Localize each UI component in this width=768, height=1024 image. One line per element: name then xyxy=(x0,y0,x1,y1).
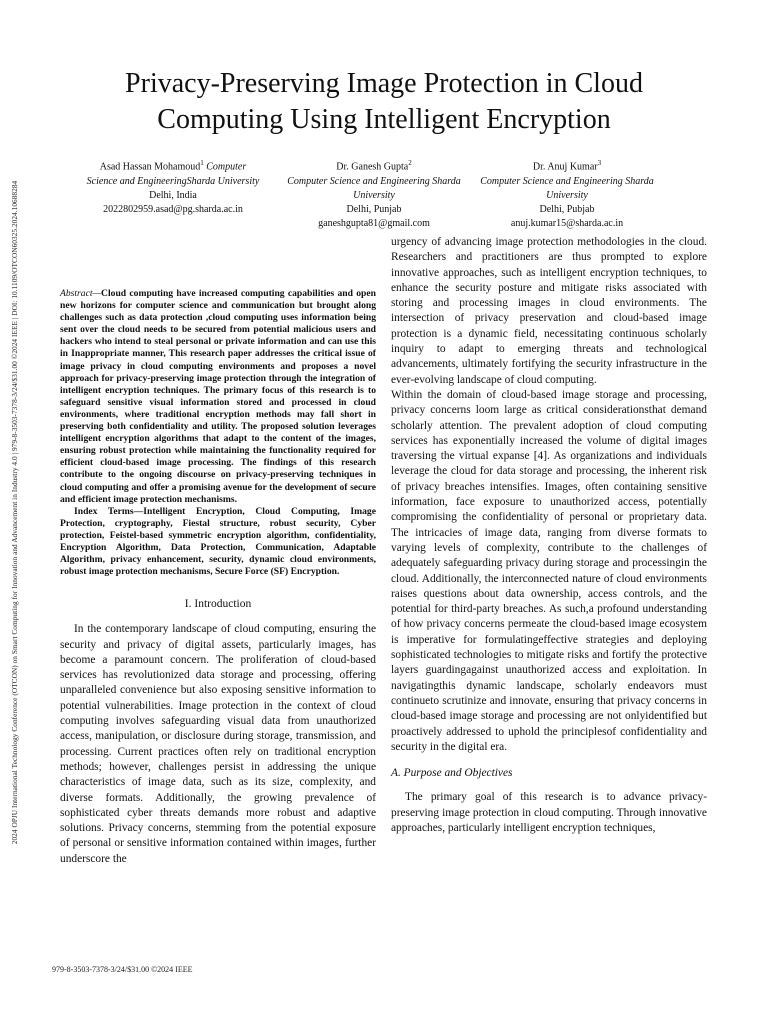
author-2-email: ganeshgupta81@gmail.com xyxy=(318,218,430,230)
abstract xyxy=(60,288,376,506)
intro-paragraph-1: In the contemporary landscape of cloud computing, ensuring the security and privacy of digital assets, particularly images, has become a paramount concern. The proliferation of cloud-based services has revolutionized data storage and processing, offering unparalleled convenience but also exposing sensitive information to potential vulnerabilities. Image protection in the context of cloud computing involves safeguarding visual data from unauthorized access, manipulation, or disclosure during storage, transmission, and processing. Current practices often rely on traditional encryption methods; however, challenges persist in addressing the unique characteristics of image data, such as its size, complexity, and diverse formats. Additionally, the growing prevalence of sophisticated cyber threats demands more robust and adaptive solutions. Privacy concerns, stemming from the potential exposure of personal or sensitive information contained within images, further underscore the xyxy=(60,623,376,865)
author-3-name: Dr. Anuj Kumar xyxy=(532,161,598,173)
author-block-2 xyxy=(279,156,469,231)
intro-paragraph-1-continued: urgency of advancing image protection methodologies in the cloud. Researchers and practitioners are thus prompted to explore innovative approaches, such as intelligent encryption techniques, to enhance the security posture and mitigate risks associated with storing and processing images in cloud environments. The intersection of privacy preservation and cloud-based image protection is a dynamic field, necessitating continuous scholarly inquiry to adapt to emerging threats and technological advancements, ultimately fortifying the security infrastructure in the ever-evolving landscape of cloud computing. xyxy=(391,236,707,386)
doi-sidebar xyxy=(3,42,27,982)
right-column xyxy=(391,235,707,836)
section-heading-introduction: I. Introduction xyxy=(184,598,252,611)
author-1-affiliation-inline: Computer xyxy=(203,161,247,173)
author-2-sup: 2 xyxy=(408,159,412,167)
purpose-paragraph: The primary goal of this research is to advance privacy-preserving image protection in cloud computing. Through innovative approaches, particularly intelligent encryption techniques, xyxy=(391,791,707,834)
abstract-lead: Abstract— xyxy=(60,288,102,299)
author-1-sup: 1 xyxy=(200,159,204,167)
author-3-affiliation: Computer Science and Engineering Sharda University xyxy=(480,175,654,201)
abstract-text: Cloud computing have increased computing capabilities and open new horizons for computer science and communication but brought along challenges such as data protection ,cloud computing uses information being sent over the cloud needs to be secured from potential malicious users and hackers who intend to steal personal or private information and can use this in Inappropriate manner, This research paper addresses the critical issue of image privacy in cloud computing environments and proposes a novel approach for privacy-preserving image protection through the integration of intelligent encryption techniques. The primary focus of this research is to safeguard sensitive visual information stored and processed in cloud environments, where traditional encryption methods may fall short in preserving both confidentiality and utility. The proposed solution leverages intelligent encryption algorithms that adapt to the content of the images, ensuring robust protection while maintaining the functionality required for efficient cloud-based image processing. The findings of this research contribute to the ongoing discourse on privacy-preserving techniques in cloud computing and offer a promising avenue for the development of secure and efficient image protection mechanisms. xyxy=(60,288,376,505)
index-terms: Index Terms—Intelligent Encryption, Cloud Computing, Image Protection, cryptography, Fiestal structure, robust security, Cyber protection, Feistel-based symmetric encryption algorithm, confidentiality, Encryption Algorithm, Data Protection, Communication, Adaptable Algorithm, privacy enhancement, security, dynamic cloud environments, robust image protection mechanisms, Secure Force (SF) Encryption. xyxy=(60,505,376,578)
author-block-1 xyxy=(78,156,268,217)
doi-sidebar-text: 2024 OPJU International Technology Conference (OTCON) on Smart Computing for Innovation and Advancement in Industry 4.0 | 979-8-3503-7378-3/24/$31.00 ©2024 IEEE | DOI: 10.1109/OTCON60325.2024.10688284 xyxy=(10,180,20,844)
copyright-footer: 979-8-3503-7378-3/24/$31.00 ©2024 IEEE xyxy=(52,965,193,974)
author-3-sup: 3 xyxy=(597,159,602,167)
author-2-location: Delhi, Punjab xyxy=(346,203,402,215)
paper-title: Privacy-Preserving Image Protection in Cloud Computing Using Intelligent Encryption xyxy=(125,68,643,135)
intro-paragraph-2: Within the domain of cloud-based image storage and processing, privacy concerns loom large as critical considerationsthat demand scholarly attention. The prevalent adoption of cloud computing services has exponentially increased the volume of digital images traversing the virtual expanse [4]. As organizations and individuals leverage the cloud for data storage and processing, the inherent risk of privacy breaches intensifies. Images, often containing sensitive information, face exposure to unauthorized access, potentially compromising the confidentiality of personal or proprietary data. The intricacies of image data, ranging from diverse formats to varying levels of complexity, contribute to the challenges of adequately safeguarding privacy during storage and processingin the cloud. Additionally, the interconnected nature of cloud environments raises questions about data ownership, access controls, and the potential for third-party breaches. As such,a profound understanding of how privacy concerns permeate the cloud-based image ecosystem is imperative for formulatingeffective strategies and deploying sophisticated technologies to mitigate risks and fortify the protective layers guardingagainst unauthorized access and exploitation. In navigatingthis dynamic landscape, scholarly endeavors must continueto scrutinize and innovate, ensuring that privacy concerns in cloud-based image storage and processing are not onlyidentified but proactively addressed to uphold the principlesof confidentiality and security in the digital era. xyxy=(391,388,707,753)
author-block-3 xyxy=(472,156,662,231)
author-1-email: 2022802959.asad@pg.sharda.ac.in xyxy=(103,203,243,215)
author-1-name: Asad Hassan Mohamoud xyxy=(99,161,201,173)
left-column xyxy=(60,288,376,867)
author-1-affiliation: Science and EngineeringSharda University xyxy=(86,175,260,187)
author-2-affiliation: Computer Science and Engineering Sharda University xyxy=(287,175,461,201)
author-2-name: Dr. Ganesh Gupta xyxy=(336,161,409,173)
author-3-email: anuj.kumar15@sharda.ac.in xyxy=(510,218,624,230)
subsection-heading-purpose: A. Purpose and Objectives xyxy=(391,767,513,780)
author-3-location: Delhi, Pubjab xyxy=(539,203,595,215)
author-1-location: Delhi, India xyxy=(149,189,197,201)
